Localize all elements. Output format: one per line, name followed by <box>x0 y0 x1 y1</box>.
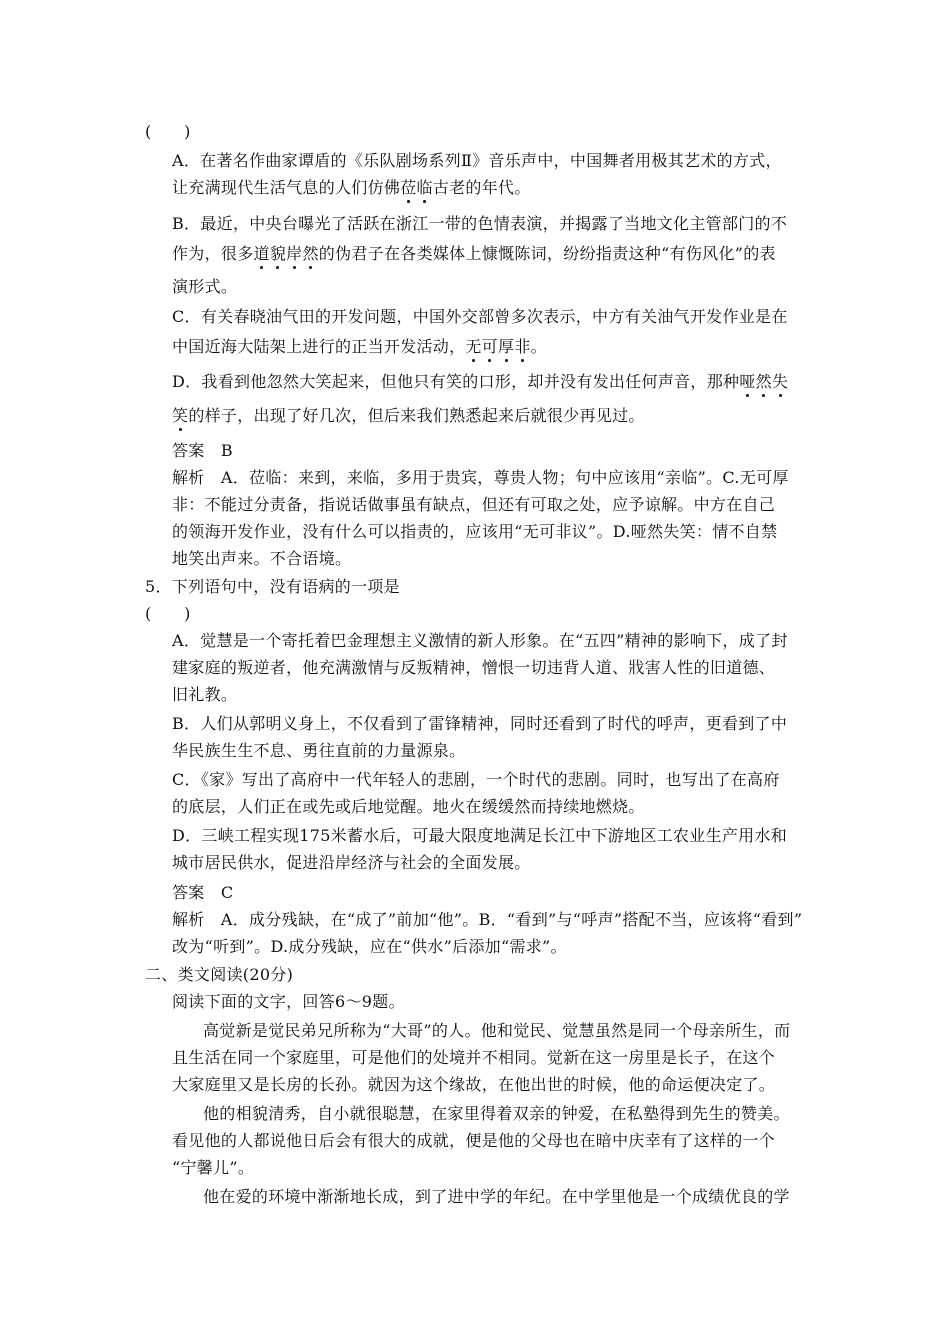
passage-p1-line2: 且生活在同一个家庭里，可是他们的处境并不相同。觉新在这一房里是长子，在这个 <box>172 1048 776 1067</box>
passage-p1-line3: 大家庭里又是长房的长孙。就因为这个缘故，在他出世的时候，他的命运便决定了。 <box>172 1075 776 1094</box>
emphasis-dot-char: 笑 <box>172 406 189 425</box>
emphasis-dot-char: 厚 <box>498 337 515 356</box>
emphasis-dot-char: 非 <box>514 337 531 356</box>
emphasis-dot-char: 貌 <box>269 244 287 263</box>
q4-option-d-line2: 笑的样子，出现了好几次，但后来我们熟悉起来后就很少再见过。 <box>172 406 645 425</box>
passage-p2-line1: 他的相貌清秀，自小就很聪慧，在家里得着双亲的钟爱，在私塾得到先生的赞美。 <box>203 1104 790 1123</box>
q5-option-d-line1: D．三峡工程实现175米蓄水后，可最大限度地满足长江中下游地区工农业生产用水和 <box>172 826 788 845</box>
emphasized-word-xiao <box>172 406 188 425</box>
emphasis-dot-char: 哑 <box>739 372 756 391</box>
emphasis-dot-char: 然 <box>755 372 772 391</box>
q5-option-b-line1: B．人们从郭明义身上，不仅看到了雷锋精神，同时还看到了时代的呼声，更看到了中 <box>172 714 788 733</box>
q4-option-b-line2: 作为，很多道貌岸然的伪君子在各类媒体上慷慨陈词，纷纷指责这种“有伤风化”的表 <box>172 244 776 263</box>
q5-option-a-line2: 建家庭的叛逆者，他充满激情与反叛精神，憎恨一切违背人道、戕害人性的旧道德、 <box>172 658 776 677</box>
q4-analysis-line4: 地笑出声来。不合语境。 <box>172 549 352 568</box>
q5-option-c-line1: C．《家》写出了高府中一代年轻人的悲剧，一个时代的悲剧。同时，也写出了在高府 <box>172 770 780 789</box>
passage-p2-line2: 看见他的人都说他日后会有很大的成就，便是他的父母也在暗中庆幸有了这样的一个 <box>172 1131 776 1150</box>
emphasized-word-wukehoufei <box>465 337 530 356</box>
q5-option-a-line3: 旧礼教。 <box>172 685 238 704</box>
q5-analysis-line2: 改为“听到”。D.成分残缺，应在“供水”后添加“需求”。 <box>172 937 567 956</box>
q5-option-b-line2: 华民族生生不息、勇往直前的力量源泉。 <box>172 741 466 760</box>
q5-option-c-line2: 的底层，人们正在或先或后地觉醒。地火在缓缓然而持续地燃烧。 <box>172 797 645 816</box>
q4-option-a-line1: A．在著名作曲家谭盾的《乐队剧场系列Ⅱ》音乐声中，中国舞者用极其艺术的方式， <box>172 151 782 170</box>
q5-analysis-line1: 解析 A．成分残缺，在“成了”前加“他”。B．“看到”与“呼声”搭配不当，应该将“看到” <box>172 910 803 929</box>
emphasis-dot-char: 岸 <box>286 244 303 263</box>
q5-answer: 答案 C <box>172 883 234 902</box>
emphasized-word-daomaoanran <box>254 244 319 263</box>
q4-option-c-line2: 中国近海大陆架上进行的正当开发活动，无可厚非。 <box>172 337 547 356</box>
q4-option-c-line1: C．有关春晓油气田的开发问题，中国外交部曾多次表示，中方有关油气开发作业是在 <box>172 307 788 326</box>
q5-option-a-line1: A．觉慧是一个寄托着巴金理想主义激情的新人形象。在“五四”精神的影响下，成了封 <box>172 631 788 650</box>
emphasized-word-yaranshi <box>739 372 788 391</box>
emphasis-dot-char: 莅 <box>400 178 417 197</box>
q4-answer: 答案 B <box>172 441 233 460</box>
q4-option-d-line1: D．我看到他忽然大笑起来，但他只有笑的口形，却并没有发出任何声音，那种哑然失 <box>172 372 789 391</box>
q4-analysis-line2: 非：不能过分责备，指说话做事虽有缺点，但还有可取之处，应予谅解。中方在自己 <box>172 495 776 514</box>
emphasis-dot-char: 道 <box>253 244 270 263</box>
emphasis-dot-char: 失 <box>771 372 789 391</box>
section2-instruction: 阅读下面的文字，回答6～9题。 <box>172 992 405 1011</box>
q4-option-b-line1: B．最近，中央台曝光了活跃在浙江一带的色情表演，并揭露了当地文化主管部门的不 <box>172 214 788 233</box>
emphasis-dot-char: 临 <box>416 178 433 197</box>
q5-stem: 5．下列语句中，没有语病的一项是 <box>145 577 400 596</box>
emphasis-dot-char: 可 <box>481 337 499 356</box>
q4-option-b-line3: 演形式。 <box>172 277 238 296</box>
q4-option-a-line2: 让充满现代生活气息的人们仿佛莅临古老的年代。 <box>172 178 531 197</box>
q5-answer-paren: ( ) <box>145 604 191 623</box>
q5-option-d-line2: 城市居民供水，促进沿岸经济与社会的全面发展。 <box>172 853 531 872</box>
passage-p1-line1: 高觉新是觉民弟兄所称为“大哥”的人。他和觉民、觉慧虽然是同一个母亲所生，而 <box>203 1021 791 1040</box>
q4-analysis-line3: 的领海开发作业，没有什么可以指责的，应该用“无可非议”。D.哑然失笑：情不自禁 <box>172 522 778 541</box>
passage-p2-line3: “宁馨儿”。 <box>172 1158 255 1177</box>
passage-p3-line1: 他在爱的环境中渐渐地长成，到了进中学的年纪。在中学里他是一个成绩优良的学 <box>203 1187 790 1206</box>
emphasized-word-lilin <box>400 178 433 197</box>
emphasis-dot-char: 然 <box>302 244 319 263</box>
section2-heading: 二、类文阅读(20分) <box>145 965 294 984</box>
emphasis-dot-char: 无 <box>465 337 482 356</box>
q4-answer-paren: ( ) <box>145 122 191 141</box>
q4-analysis-line1: 解析 A．莅临：来到，来临，多用于贵宾，尊贵人物；句中应该用“亲临”。C.无可厚 <box>172 468 789 487</box>
